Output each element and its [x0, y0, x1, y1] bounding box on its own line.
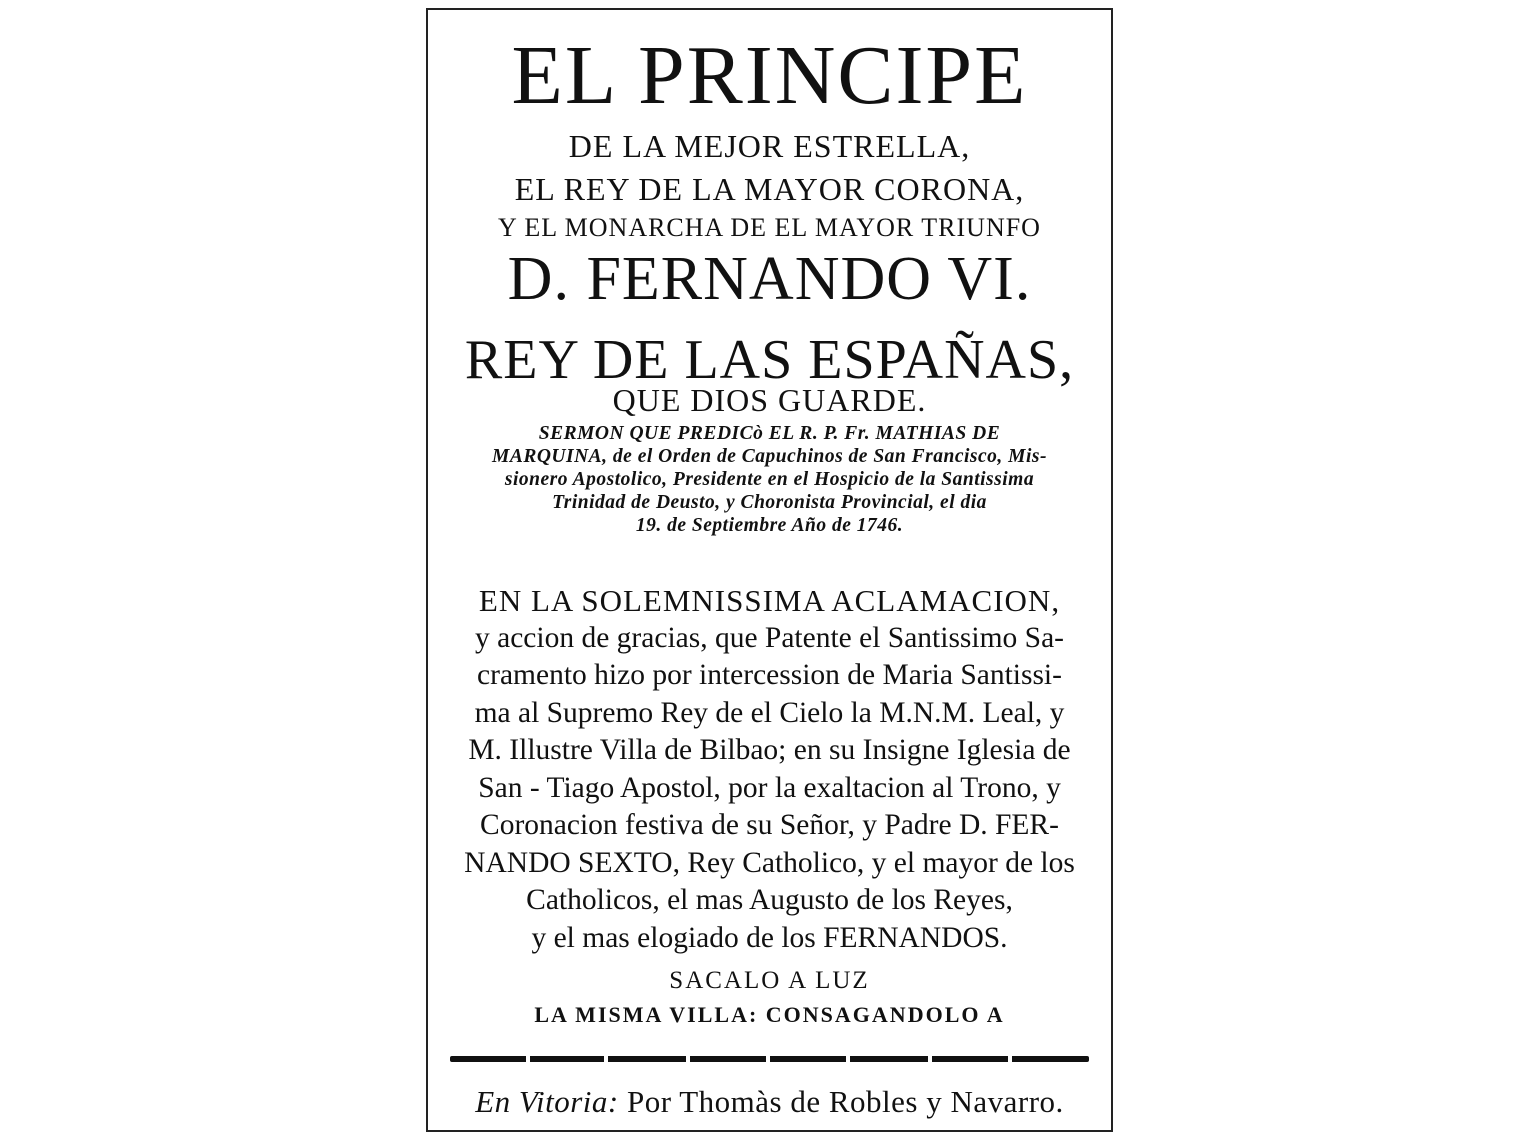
title-page: [426, 8, 1113, 1132]
blessing-line: QUE DIOS GUARDE.: [612, 382, 927, 418]
body-line-7: Coronacion festiva de su Señor, y Padre D. FER-: [480, 809, 1059, 841]
sermon-line-4: Trinidad de Deusto, y Choronista Provincial, el dia: [552, 492, 987, 513]
occasion-text: [442, 582, 1097, 957]
body-line-10: y el mas elogiado de los FERNANDOS.: [531, 921, 1008, 954]
king-name: D. FERNANDO VI.: [507, 245, 1032, 313]
rule-break: [846, 1056, 850, 1062]
body-line-1: EN LA SOLEMNISSIMA ACLAMACION,: [478, 583, 1061, 618]
subtitle-line-1: DE LA MEJOR ESTRELLA,: [568, 128, 971, 164]
sermon-line-1: SERMON QUE PREDICò EL R. P. Fr. MATHIAS DE: [538, 423, 1001, 444]
body-line-8: NANDO SEXTO, Rey Catholico, y el mayor de los: [464, 846, 1075, 879]
body-line-4: ma al Supremo Rey de el Cielo la M.N.M. Leal, y: [474, 696, 1065, 729]
subtitle-line-3: Y EL MONARCHA DE EL MAYOR TRIUNFO: [498, 213, 1041, 242]
rule-break: [766, 1056, 770, 1062]
imprint-printer: Por Thomàs de Robles y Navarro.: [626, 1084, 1064, 1119]
sermon-line-3: sionero Apostolico, Presidente en el Hospicio de la Santissima: [504, 469, 1035, 490]
rule-break: [526, 1056, 530, 1062]
rule-break: [686, 1056, 690, 1062]
subtitle-line-2: EL REY DE LA MAYOR CORONA,: [514, 171, 1025, 207]
page-title: EL PRINCIPE: [511, 29, 1028, 122]
realm-title: REY DE LAS ESPAÑAS,: [464, 329, 1075, 391]
imprint-place: En Vitoria:: [475, 1084, 619, 1119]
body-line-2: y accion de gracias, que Patente el Santissimo Sa-: [474, 621, 1064, 654]
sermon-line-2: MARQUINA, de el Orden de Capuchinos de San Francisco, Mis-: [491, 446, 1047, 467]
sacalo-line: SACALO A LUZ: [669, 967, 870, 994]
body-line-9: Catholicos, el mas Augusto de los Reyes,: [526, 884, 1013, 916]
dedication-line: LA MISMA VILLA: CONSAGANDOLO A: [534, 1002, 1005, 1027]
rule-break: [928, 1056, 932, 1062]
body-line-5: M. Illustre Villa de Bilbao; en su Insigne Iglesia de: [468, 734, 1071, 766]
sermon-description: [446, 422, 1093, 537]
body-line-6: San - Tiago Apostol, por la exaltacion al Trono, y: [478, 771, 1061, 804]
imprint-line: [428, 1086, 1111, 1117]
sermon-line-5: 19. de Septiembre Año de 1746.: [635, 515, 904, 536]
rule-break: [1008, 1056, 1012, 1062]
body-line-3: cramento hizo por intercession de Maria Santissi-: [477, 659, 1062, 691]
rule-break: [604, 1056, 608, 1062]
